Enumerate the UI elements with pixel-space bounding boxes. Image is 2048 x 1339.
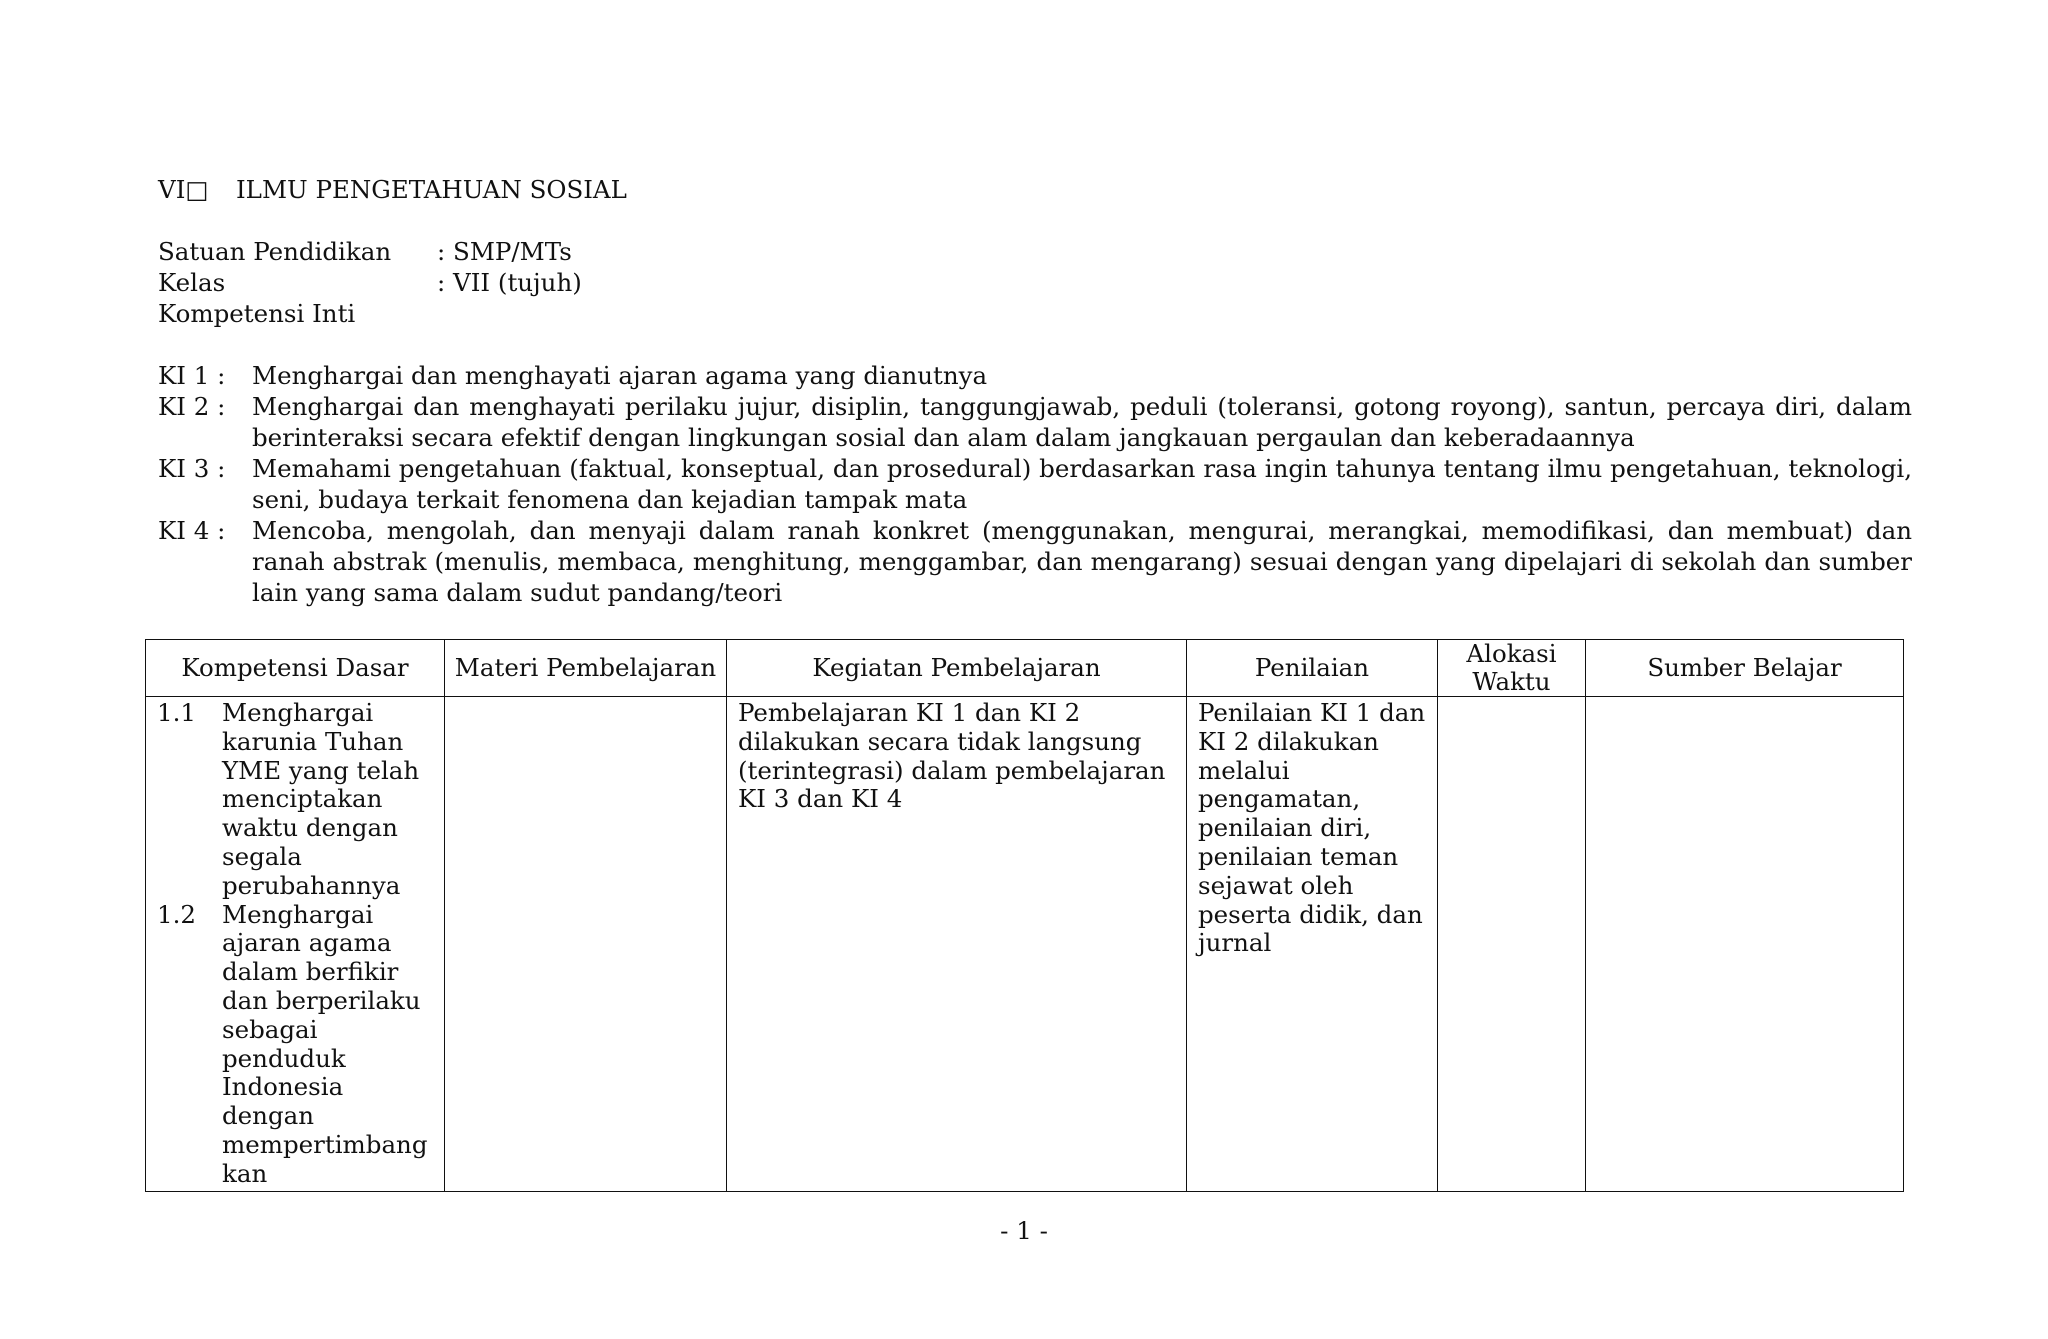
ki-text: Menghargai dan menghayati perilaku jujur, disiplin, tanggungjawab, peduli (toleransi, gotong royong), santun, percaya diri, dalam berinteraksi secara efektif dengan lingkungan sosial dan alam dalam jangkauan pergaulan dan keberadaannya	[252, 392, 1912, 452]
table-header-row	[146, 640, 1904, 697]
ki-text: Menghargai dan menghayati ajaran agama yang dianutnya	[252, 361, 988, 390]
kd-text	[222, 901, 433, 1189]
header-alokasi-waktu	[1438, 640, 1586, 697]
kd-number: 1.2	[157, 899, 196, 929]
ki-text: Memahami pengetahuan (faktual, konseptual, dan prosedural) berdasarkan rasa ingin tahunya tentang ilmu pengetahuan, teknologi, seni, budaya terkait fenomena dan kejadian tampak mata	[252, 454, 1912, 514]
kd-rest: ajaran agama dalam berfikir dan berperilaku sebagai penduduk Indonesia dengan mempertimbang kan	[222, 928, 428, 1188]
header-materi-pembelajaran: Materi Pembelajaran	[445, 640, 727, 697]
meta-row-kelas	[158, 267, 582, 298]
kompetensi-inti-list	[158, 360, 1912, 608]
meta-key: Kelas	[158, 268, 226, 297]
cell-sumber-belajar	[1586, 697, 1904, 1192]
kompetensi-dasar-table	[145, 639, 1904, 1192]
table-row	[146, 697, 1904, 1192]
identity-block	[158, 236, 582, 329]
header-penilaian: Penilaian	[1187, 640, 1438, 697]
meta-row-kompetensi-inti	[158, 298, 582, 329]
header-kegiatan-pembelajaran: Kegiatan Pembelajaran	[727, 640, 1187, 697]
header-sumber-belajar: Sumber Belajar	[1586, 640, 1904, 697]
kd-text	[222, 699, 433, 901]
section-number: VI□	[158, 175, 209, 204]
cell-kompetensi-dasar	[146, 697, 445, 1192]
kd-item	[157, 699, 433, 901]
ki-item	[158, 453, 1912, 515]
cell-penilaian: Penilaian KI 1 dan KI 2 dilakukan melalui pengamatan, penilaian diri, penilaian teman sejawat oleh peserta didik, dan jurnal	[1187, 697, 1438, 1192]
section-title: ILMU PENGETAHUAN SOSIAL	[236, 175, 627, 204]
header-kompetensi-dasar: Kompetensi Dasar	[146, 640, 445, 697]
ki-label: KI 4 :	[158, 516, 226, 545]
ki-label: KI 2 :	[158, 392, 226, 421]
ki-label: KI 1 :	[158, 361, 226, 390]
kd-rest: karunia Tuhan YME yang telah menciptakan waktu dengan segala perubahannya	[222, 726, 420, 900]
kd-first-word: Menghargai	[222, 899, 374, 929]
ki-item	[158, 391, 1912, 453]
ki-item	[158, 515, 1912, 608]
header-alokasi-line: Waktu	[1472, 667, 1551, 696]
ki-label: KI 3 :	[158, 454, 226, 483]
meta-value: : VII (tujuh)	[437, 268, 582, 297]
meta-key: Satuan Pendidikan	[158, 237, 392, 266]
kd-first-word: Menghargai	[222, 698, 374, 727]
ki-item	[158, 360, 1912, 391]
cell-kegiatan-pembelajaran: Pembelajaran KI 1 dan KI 2 dilakukan secara tidak langsung (terintegrasi) dalam pembelajaran KI 3 dan KI 4	[727, 697, 1187, 1192]
cell-alokasi-waktu	[1438, 697, 1586, 1192]
section-heading	[158, 174, 627, 205]
meta-row-satuan	[158, 236, 582, 267]
kd-item	[157, 901, 433, 1189]
meta-key: Kompetensi Inti	[158, 299, 356, 328]
meta-value: : SMP/MTs	[437, 237, 572, 266]
page-number: - 1 -	[1000, 1216, 1048, 1245]
ki-text: Mencoba, mengolah, dan menyaji dalam ranah konkret (menggunakan, mengurai, merangkai, memodifikasi, dan membuat) dan ranah abstrak (menulis, membaca, menghitung, menggambar, dan mengarang) sesuai dengan yang dipelajari di sekolah dan sumber lain yang sama dalam sudut pandang/teori	[252, 516, 1912, 607]
header-alokasi-line: Alokasi	[1466, 639, 1557, 668]
kd-number: 1.1	[157, 698, 196, 727]
cell-materi-pembelajaran	[445, 697, 727, 1192]
